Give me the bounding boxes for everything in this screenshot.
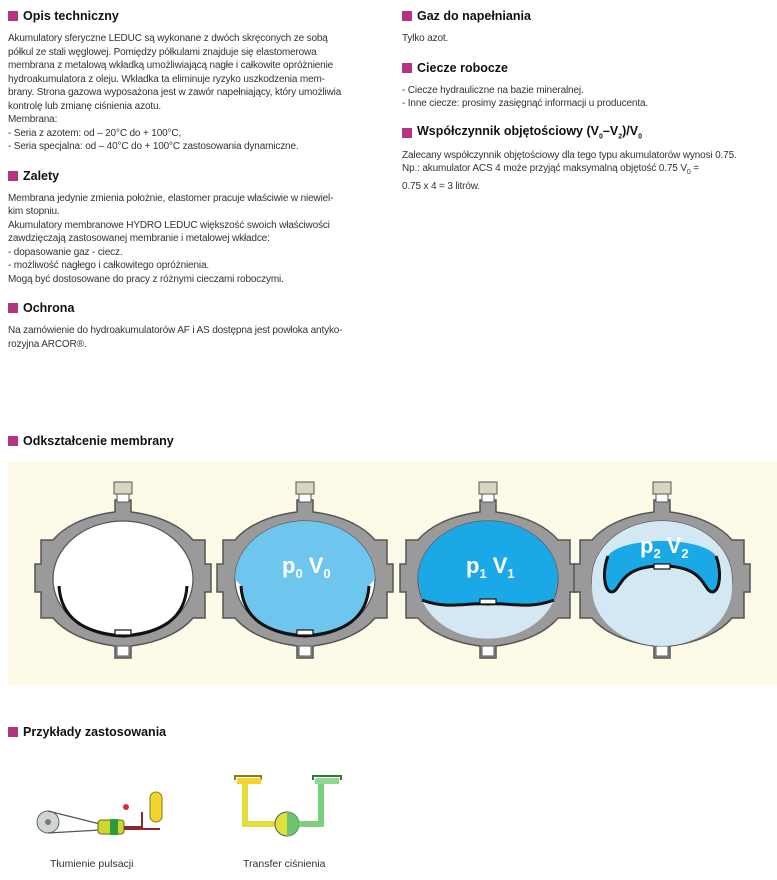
membrane-diagram-band (8, 461, 777, 685)
text-line: - Seria specjalna: od – 40°C do + 100°C zastosowania dynamiczne. (8, 141, 299, 152)
text-line: - możliwość nagłego i całkowitego opróżnienia. (8, 260, 209, 271)
label-p0v0: $p_0$ $V_0$ (282, 553, 331, 581)
text-line: 0.75 x 4 = 3 litrów. (402, 180, 480, 192)
pump-pulsation-icon (30, 772, 170, 848)
heading-text: Odkształcenie membrany (23, 434, 174, 448)
section-body (8, 32, 386, 154)
section-body (402, 32, 774, 46)
section-body (402, 149, 774, 194)
text-line: Np.: akumulator ACS 4 może przyjąć maksymalną objętość 0.75 $V_0$ = (402, 163, 699, 176)
text-line: półkul ze stali węglowej. Pomiędzy półkulami znajduje się elastomerowa (8, 46, 317, 58)
section-opis (8, 8, 386, 154)
text-line: - dopasowanie gaz - ciecz. (8, 246, 123, 258)
bullet-square-icon (8, 436, 18, 446)
accumulator-state-p0 (217, 482, 393, 658)
diagram-heading (8, 433, 174, 449)
bullet-square-icon (402, 63, 412, 73)
label-p1v1: $p_1$ $V_1$ (466, 553, 515, 581)
bullet-square-icon (8, 11, 18, 21)
bullet-square-icon (8, 727, 18, 737)
text-line: Zalecany współczynnik objętościowy dla tego typu akumulatorów wynosi 0.75. (402, 149, 737, 161)
membrane-diagram-svg (8, 461, 777, 685)
section-heading (8, 168, 386, 184)
text-line: - Seria z azotem: od – 20°C do + 100°C, (8, 127, 182, 139)
section-heading (8, 300, 386, 316)
text-line: zawdzięczają zastosowanej membranie i metalowej wkładce: (8, 233, 270, 244)
section-heading (402, 8, 774, 24)
section-heading (402, 125, 774, 141)
text-line: kim stopniu. (8, 206, 60, 217)
bullet-square-icon (8, 171, 18, 181)
section-body (8, 324, 386, 351)
text-line: Membrana jedynie zmienia położnie, elastomer pracuje właściwie w niewiel- (8, 192, 334, 204)
example-label: Tłumienie pulsacji (50, 858, 134, 870)
text-line: Akumulatory sferyczne LEDUC są wykonane z dwóch skręconych ze sobą (8, 33, 328, 44)
section-ciecze (402, 60, 774, 111)
example-label: Transfer ciśnienia (243, 858, 326, 870)
heading-text: Ciecze robocze (417, 60, 509, 75)
text-line: rozyjna ARCOR®. (8, 338, 87, 350)
examples-heading (8, 724, 166, 740)
text-line: Membrana: (8, 114, 58, 125)
accumulator-state-p1 (400, 482, 576, 658)
bullet-square-icon (402, 128, 412, 138)
text-line: membrana z metalową wkładką umożliwiającą nagłe i całkowite opróżnienie (8, 60, 334, 71)
accumulator-state-p2 (574, 482, 750, 658)
section-ochrona (8, 300, 386, 351)
text-line: Tylko azot. (402, 33, 449, 44)
accumulator-state-empty (35, 482, 211, 658)
text-line: - Ciecze hydrauliczne na bazie mineralnej. (402, 84, 584, 96)
section-wspolczynnik (402, 125, 774, 194)
bullet-square-icon (8, 303, 18, 313)
heading-text: Przykłady zastosowania (23, 725, 167, 739)
section-body (402, 84, 774, 111)
heading-text: Współczynnik objętościowy $(V_0-V_2)/V_0$ (417, 124, 642, 141)
section-body (8, 192, 386, 287)
section-heading (402, 60, 774, 76)
section-gaz (402, 8, 774, 46)
heading-text: Gaz do napełniania (417, 9, 531, 23)
label-p2v2: $p_2$ $V_2$ (640, 533, 689, 561)
bullet-square-icon (402, 11, 412, 21)
heading-text: Opis techniczny (23, 9, 119, 23)
section-heading (8, 8, 386, 24)
example-transfer (225, 772, 365, 872)
text-line: Na zamówienie do hydroakumulatorów AF i AS dostępna jest powłoka antyko- (8, 325, 343, 336)
heading-text: Zalety (23, 168, 60, 183)
pressure-transfer-icon (225, 772, 365, 848)
section-zalety (8, 168, 386, 287)
text-line: Mogą być dostosowane do pracy z różnymi cieczami roboczymi. (8, 273, 284, 285)
left-column (8, 8, 386, 365)
text-line: brany. Strona gazowa wyposażona jest w zawór napełniający, który umożliwia (8, 87, 342, 98)
heading-text: Ochrona (23, 301, 75, 315)
right-column (402, 8, 774, 207)
text-line: Akumulatory membranowe HYDRO LEDUC większość swoich właściwości (8, 219, 330, 231)
text-line: - Inne ciecze: prosimy zasięgnąć informacji u producenta. (402, 98, 649, 109)
text-line: hydroakumulatora z oleju. Wkładka ta eliminuje ryzyko uszkodzenia mem- (8, 73, 325, 85)
text-line: kontrolę lub zmianę ciśnienia azotu. (8, 100, 162, 112)
example-pulsation (30, 772, 170, 872)
